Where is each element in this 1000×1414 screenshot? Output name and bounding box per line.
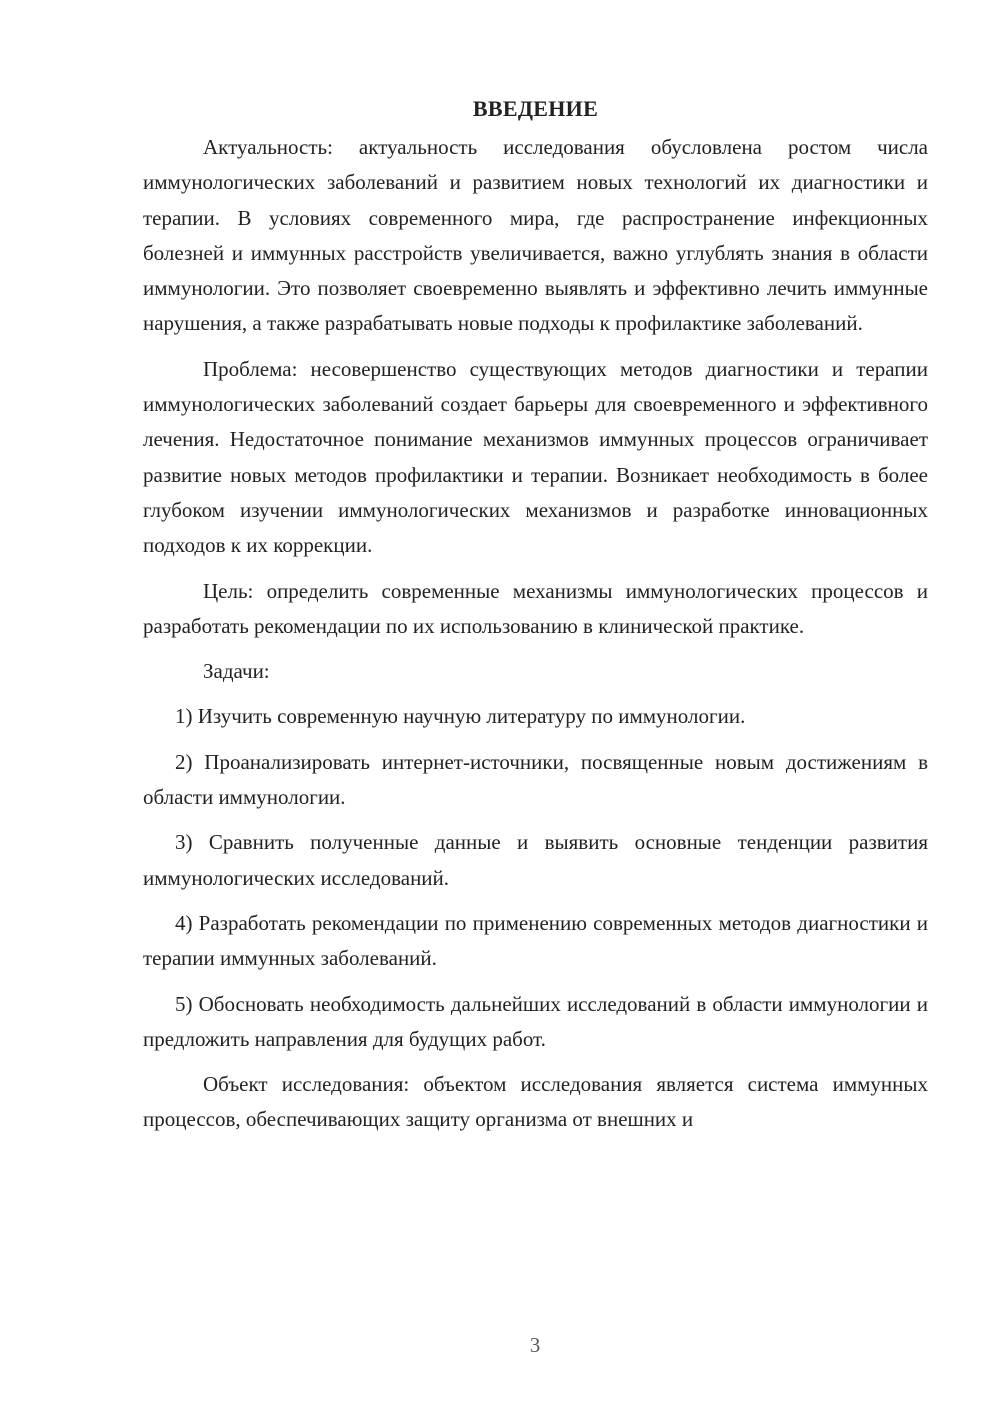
task-item-3: 3) Сравнить полученные данные и выявить основные тенденции развития иммунологических исследований.	[143, 830, 928, 890]
paragraph-problem: Проблема: несовершенство существующих методов диагностики и терапии иммунологических заболеваний создает барьеры для своевременного и эффективного лечения. Недостаточное понимание механизмов иммунных процессов ограничивает развитие новых методов профилактики и терапии. Возникает необходимость в более глубоком изучении иммунологических механизмов и разработке инновационных подходов к их коррекции.	[143, 356, 928, 558]
paragraph-relevance: Актуальность: актуальность исследования обусловлена ростом числа иммунологических заболеваний и развитием новых технологий их диагностики и терапии. В условиях современного мира, где распространение инфекционных болезней и иммунных расстройств увеличивается, важно углублять знания в области иммунологии. Это позволяет своевременно выявлять и эффективно лечить иммунные нарушения, а также разрабатывать новые подходы к профилактике заболеваний.	[143, 135, 928, 336]
paragraph-object: Объект исследования: объектом исследования является система иммунных процессов, обеспечивающих защиту организма от внешних и	[143, 1072, 928, 1132]
paragraph-goal: Цель: определить современные механизмы иммунологических процессов и разработать рекомендации по их использованию в клинической практике.	[143, 578, 928, 638]
document-page	[143, 94, 928, 1148]
task-item-5: 5) Обосновать необходимость дальнейших исследований в области иммунологии и предложить направления для будущих работ.	[143, 991, 928, 1051]
page-title: ВВЕДЕНИЕ	[472, 96, 599, 121]
tasks-heading: Задачи:	[203, 659, 270, 684]
task-item-1: 1) Изучить современную научную литературу по иммунологии.	[175, 704, 746, 729]
page-number: 3	[529, 1333, 541, 1357]
task-item-2: 2) Проанализировать интернет-источники, посвященные новым достижениям в области иммунологии.	[143, 749, 928, 810]
task-item-4: 4) Разработать рекомендации по применению современных методов диагностики и терапии иммунных заболеваний.	[143, 910, 928, 971]
